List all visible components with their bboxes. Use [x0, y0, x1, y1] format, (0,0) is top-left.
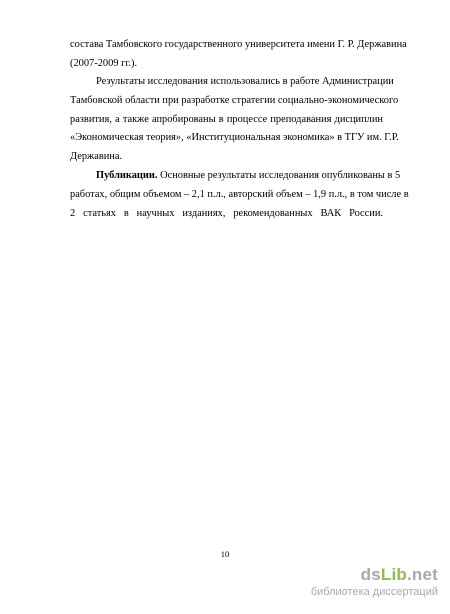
watermark-subtitle: библиотека диссертаций: [310, 586, 438, 598]
text-line: «Экономическая теория», «Институциональная экономика» в ТГУ им. Г.Р.: [70, 132, 399, 144]
text-line-rest: Основные результаты исследования опубликованы в 5: [160, 170, 401, 181]
paragraph-results: [70, 73, 399, 167]
logo-part-net: .net: [406, 565, 438, 584]
logo-part-lib: Lib: [380, 565, 407, 584]
logo-part-ds: ds: [360, 565, 381, 584]
text-line: 2 статьях в научных изданиях, рекомендованных ВАК России.: [70, 207, 383, 219]
text-line: работах, общим объемом – 2,1 п.л., авторский объем – 1,9 п.л., в том числе в: [70, 188, 409, 200]
text-line: развития, а также апробированы в процессе преподавания дисциплин: [70, 113, 383, 125]
text-line: (2007-2009 гг.).: [70, 57, 138, 69]
paragraph-publications: [70, 167, 409, 223]
text-line: Тамбовской области при разработке стратегии социально-экономического: [70, 94, 399, 106]
watermark[interactable]: [311, 566, 438, 599]
text-line: Державина.: [70, 151, 123, 163]
page-number: 10: [220, 549, 230, 559]
text-line: [70, 167, 401, 186]
publications-heading: Публикации.: [96, 170, 158, 181]
watermark-logo: [311, 566, 438, 584]
text-line: состава Тамбовского государственного университета имени Г. Р. Державина: [70, 39, 407, 50]
paragraph-continuation: [70, 36, 407, 74]
text-line: Результаты исследования использовались в работе Администрации: [96, 76, 394, 87]
